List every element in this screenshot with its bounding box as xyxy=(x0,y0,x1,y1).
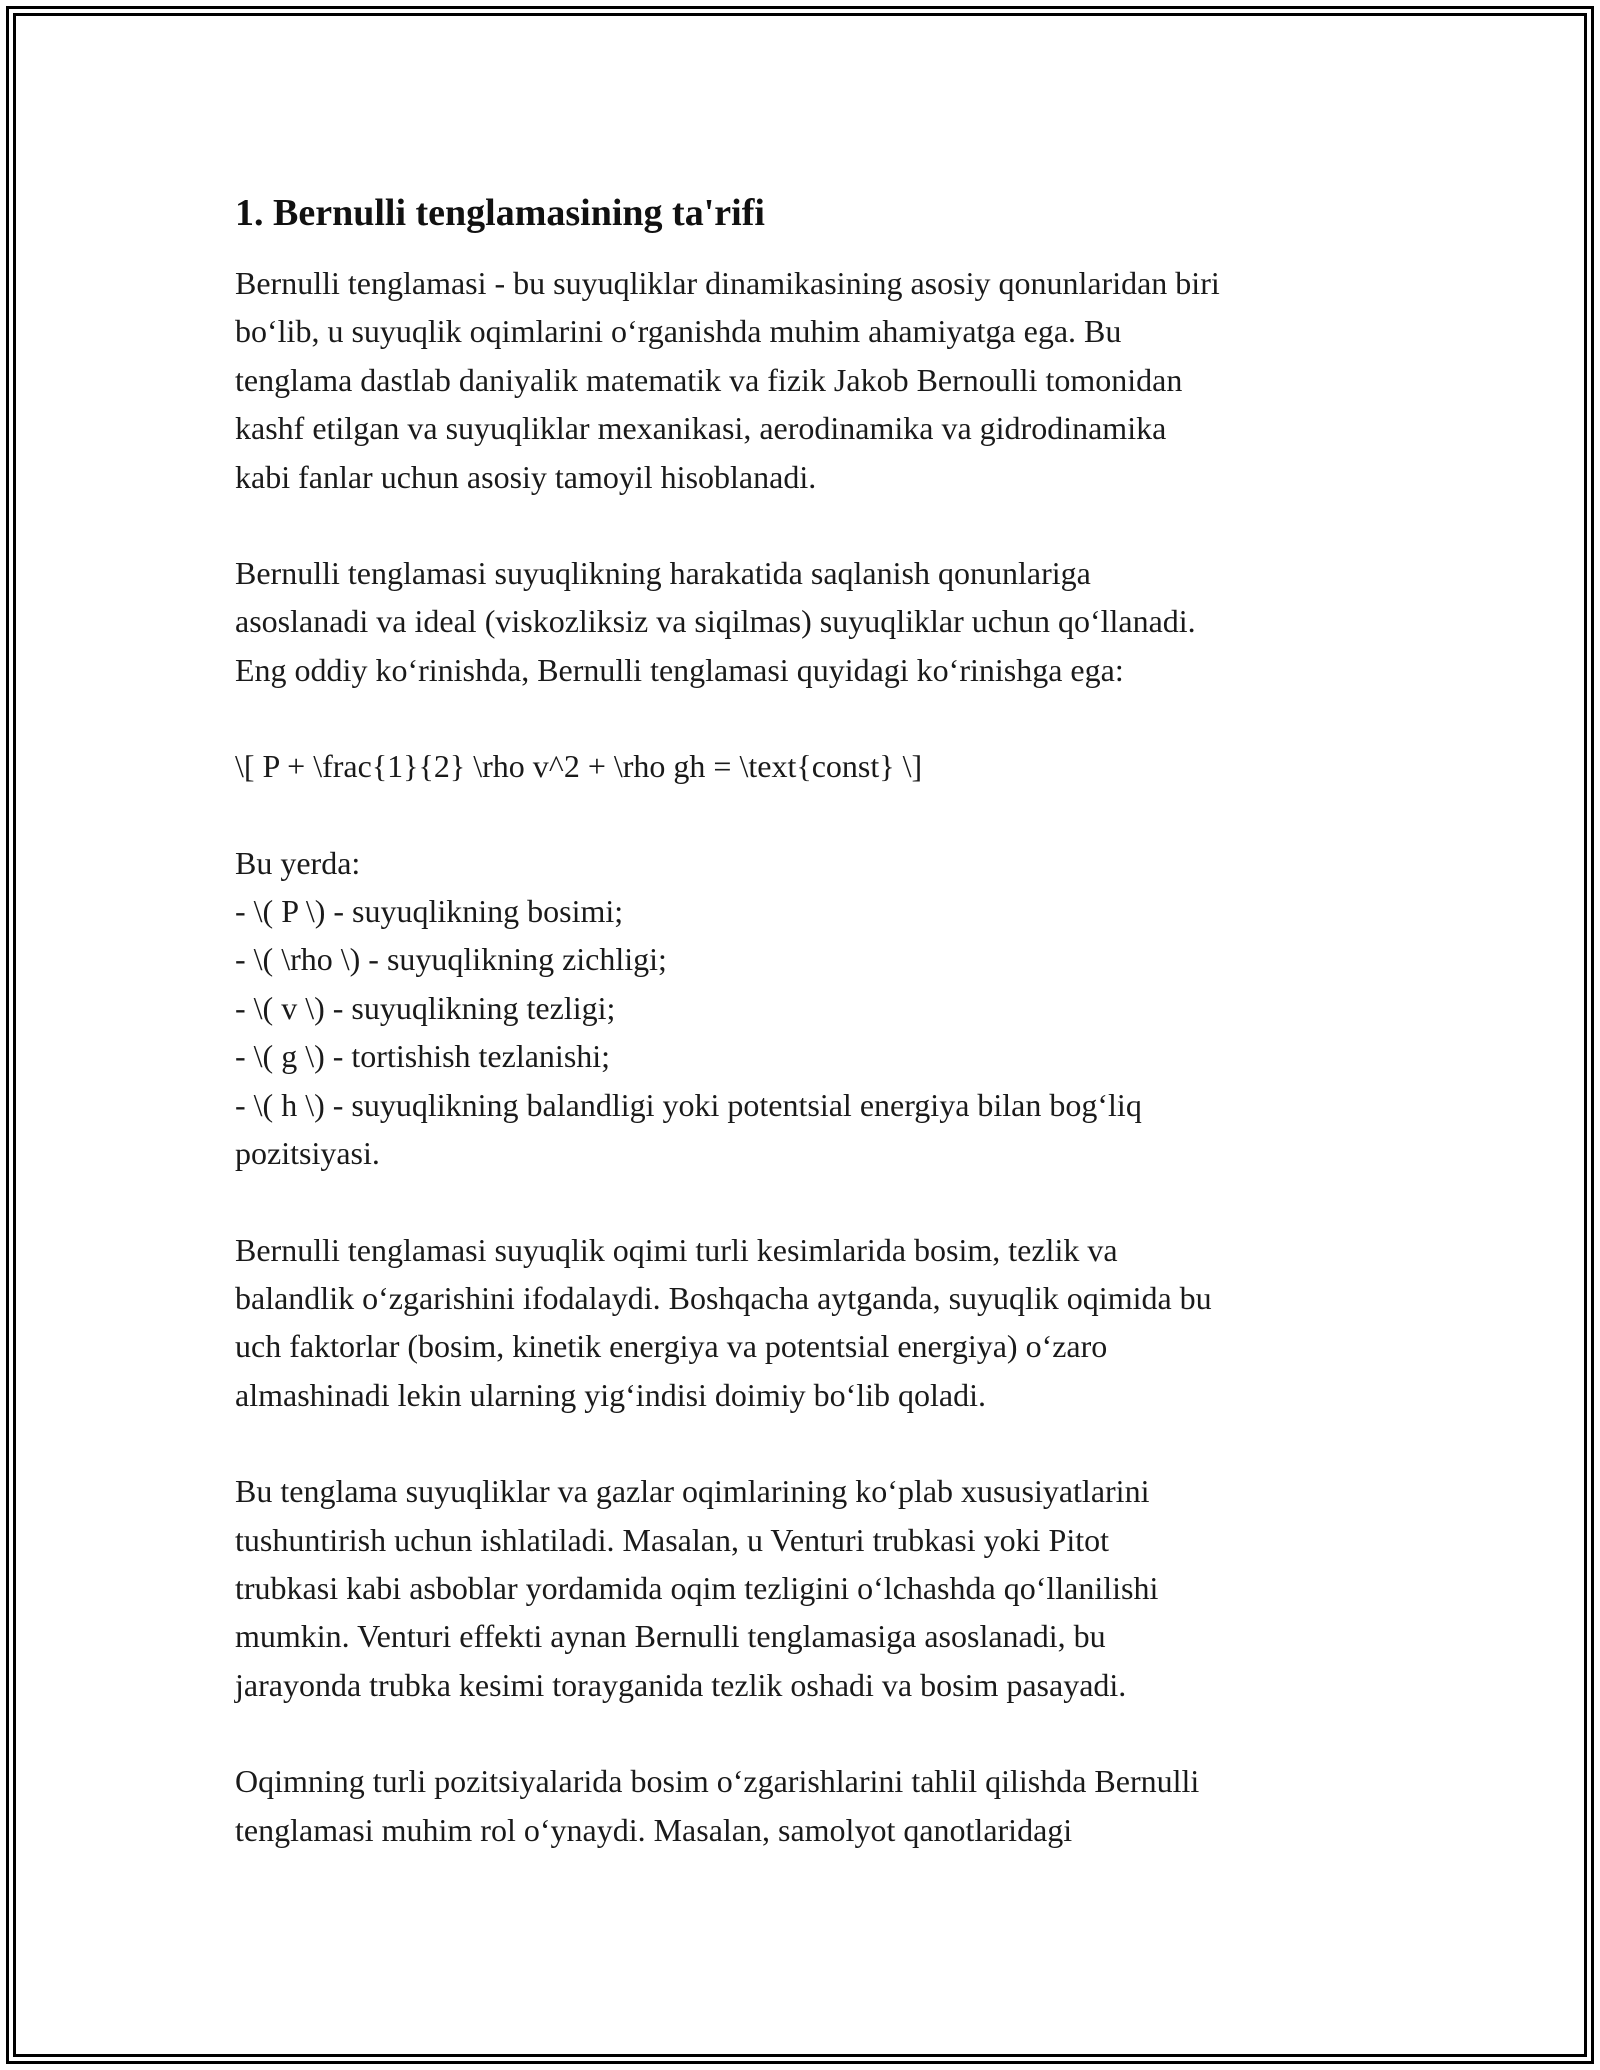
text-line: uch faktorlar (bosim, kinetik energiya va potentsial energiya) o‘zaro xyxy=(235,1328,1108,1365)
text-line: balandlik o‘zgarishini ifodalaydi. Boshqacha aytganda, suyuqlik oqimida bu xyxy=(235,1279,1212,1316)
paragraph-pressure-analysis xyxy=(235,1757,1375,1854)
text-line: mumkin. Venturi effekti aynan Bernulli tenglamasiga asoslanadi, bu xyxy=(235,1618,1106,1655)
definition-item: - \( g \) - tortishish tezlanishi; xyxy=(235,1038,611,1075)
definition-item: - \( \rho \) - suyuqlikning zichligi; xyxy=(235,941,667,978)
text-line: asoslanadi va ideal (viskozliksiz va siqilmas) suyuqliklar uchun qo‘llanadi. xyxy=(235,603,1196,640)
text-line: bo‘lib, u suyuqlik oqimlarini o‘rganishda muhim ahamiyatga ega. Bu xyxy=(235,313,1122,350)
text-line: tenglamasi muhim rol o‘ynaydi. Masalan, samolyot qanotlaridagi xyxy=(235,1811,1073,1848)
paragraph-basis xyxy=(235,549,1375,694)
definition-item: - \( P \) - suyuqlikning bosimi; xyxy=(235,893,624,930)
definitions-intro: Bu yerda: xyxy=(235,844,361,881)
text-line: tenglama dastlab daniyalik matematik va fizik Jakob Bernoulli tomonidan xyxy=(235,361,1183,398)
text-line: Bernulli tenglamasi suyuqlik oqimi turli kesimlarida bosim, tezlik va xyxy=(235,1231,1118,1268)
document-body xyxy=(235,185,1375,1854)
definition-item-continuation: pozitsiyasi. xyxy=(235,1135,380,1172)
paragraph-variation xyxy=(235,1226,1375,1420)
text-line: Bernulli tenglamasi suyuqlikning harakatida saqlanish qonunlariga xyxy=(235,555,1091,592)
text-line: trubkasi kabi asboblar yordamida oqim tezligini o‘lchashda qo‘llanilishi xyxy=(235,1569,1159,1606)
paragraph-definition xyxy=(235,259,1375,501)
bernoulli-formula: \[ P + \frac{1}{2} \rho v^2 + \rho gh = \text{const} \] xyxy=(235,748,923,785)
text-line: Bu tenglama suyuqliklar va gazlar oqimlarining ko‘plab xususiyatlarini xyxy=(235,1473,1150,1510)
definition-item: - \( h \) - suyuqlikning balandligi yoki potentsial energiya bilan bog‘liq xyxy=(235,1086,1142,1123)
text-line: jarayonda trubka kesimi torayganida tezlik oshadi va bosim pasayadi. xyxy=(235,1666,1127,1703)
variable-definitions xyxy=(235,839,1375,1178)
text-line: kabi fanlar uchun asosiy tamoyil hisoblanadi. xyxy=(235,458,817,495)
text-line: almashinadi lekin ularning yig‘indisi doimiy bo‘lib qoladi. xyxy=(235,1376,987,1413)
text-line: Bernulli tenglamasi - bu suyuqliklar dinamikasining asosiy qonunlaridan biri xyxy=(235,265,1220,301)
paragraph-applications xyxy=(235,1467,1375,1709)
section-title: 1. Bernulli tenglamasining ta'rifi xyxy=(235,192,765,234)
text-line: Eng oddiy ko‘rinishda, Bernulli tenglamasi quyidagi ko‘rinishga ega: xyxy=(235,651,1124,688)
text-line: tushuntirish uchun ishlatiladi. Masalan, u Venturi trubkasi yoki Pitot xyxy=(235,1521,1110,1558)
definition-item: - \( v \) - suyuqlikning tezligi; xyxy=(235,989,616,1026)
text-line: kashf etilgan va suyuqliklar mexanikasi, aerodinamika va gidrodinamika xyxy=(235,410,1167,447)
text-line: Oqimning turli pozitsiyalarida bosim o‘zgarishlarini tahlil qilishda Bernulli xyxy=(235,1763,1200,1800)
